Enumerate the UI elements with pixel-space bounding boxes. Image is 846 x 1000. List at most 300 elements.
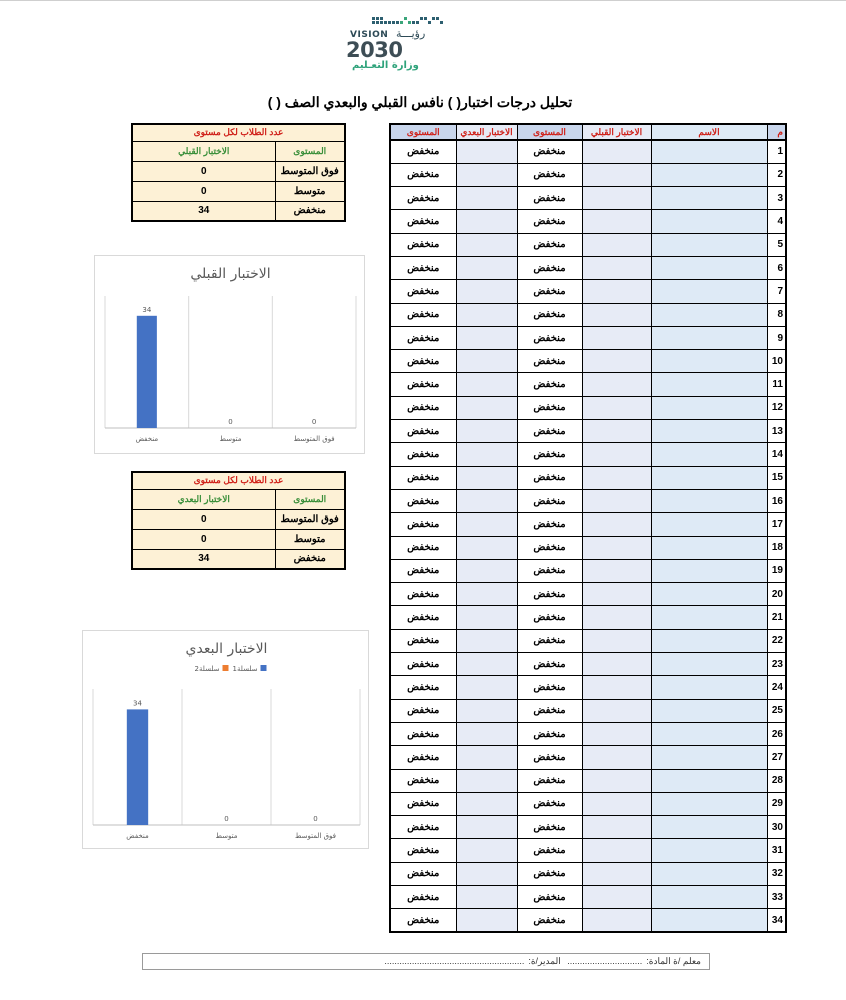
pre-level-cell: منخفض bbox=[517, 746, 582, 769]
category-label: فوق المتوسط bbox=[295, 832, 336, 840]
post-test-score-cell[interactable] bbox=[456, 233, 517, 256]
summary-pre-row bbox=[132, 161, 345, 181]
student-name-cell[interactable] bbox=[651, 443, 767, 466]
table-row bbox=[390, 816, 786, 839]
row-number: 4 bbox=[767, 210, 786, 233]
pre-level-cell: منخفض bbox=[517, 466, 582, 489]
row-number: 7 bbox=[767, 280, 786, 303]
student-name-cell[interactable] bbox=[651, 653, 767, 676]
table-row bbox=[390, 443, 786, 466]
student-name-cell[interactable] bbox=[651, 816, 767, 839]
post-test-score-cell[interactable] bbox=[456, 886, 517, 909]
post-level-cell: منخفض bbox=[390, 350, 456, 373]
post-level-cell: منخفض bbox=[390, 583, 456, 606]
student-name-cell[interactable] bbox=[651, 187, 767, 210]
header-level-post: المستوى bbox=[390, 124, 456, 140]
post-test-score-cell[interactable] bbox=[456, 653, 517, 676]
post-test-score-cell[interactable] bbox=[456, 699, 517, 722]
pre-level-cell: منخفض bbox=[517, 210, 582, 233]
student-name-cell[interactable] bbox=[651, 746, 767, 769]
pre-test-score-cell[interactable] bbox=[582, 373, 651, 396]
signature-footer bbox=[142, 953, 710, 970]
post-level-cell: منخفض bbox=[390, 420, 456, 443]
row-number: 8 bbox=[767, 303, 786, 326]
pre-level-cell: منخفض bbox=[517, 373, 582, 396]
pre-level-cell: منخفض bbox=[517, 816, 582, 839]
post-test-score-cell[interactable] bbox=[456, 583, 517, 606]
row-number: 12 bbox=[767, 396, 786, 419]
table-row bbox=[390, 862, 786, 885]
post-level-cell: منخفض bbox=[390, 792, 456, 815]
principal-signature-line[interactable]: ........................................................ bbox=[384, 956, 525, 966]
student-name-cell[interactable] bbox=[651, 862, 767, 885]
table-row bbox=[390, 792, 786, 815]
post-test-score-cell[interactable] bbox=[456, 489, 517, 512]
pre-test-score-cell[interactable] bbox=[582, 303, 651, 326]
pre-level-cell: منخفض bbox=[517, 559, 582, 582]
post-test-score-cell[interactable] bbox=[456, 769, 517, 792]
legend-entry: سلسلة2 bbox=[194, 665, 220, 673]
pre-test-chart-svg bbox=[95, 256, 366, 455]
student-name-cell[interactable] bbox=[651, 140, 767, 163]
row-number: 18 bbox=[767, 536, 786, 559]
table-row bbox=[390, 210, 786, 233]
student-name-cell[interactable] bbox=[651, 303, 767, 326]
pre-test-score-cell[interactable] bbox=[582, 163, 651, 186]
row-number: 30 bbox=[767, 816, 786, 839]
table-row bbox=[390, 583, 786, 606]
student-name-cell[interactable] bbox=[651, 792, 767, 815]
post-test-score-cell[interactable] bbox=[456, 326, 517, 349]
chart-bar bbox=[127, 709, 148, 825]
student-name-cell[interactable] bbox=[651, 606, 767, 629]
pre-level-cell: منخفض bbox=[517, 303, 582, 326]
table-row bbox=[390, 886, 786, 909]
summary-pre-col-level: المستوى bbox=[275, 141, 345, 161]
student-name-cell[interactable] bbox=[651, 350, 767, 373]
row-number: 26 bbox=[767, 722, 786, 745]
student-name-cell[interactable] bbox=[651, 326, 767, 349]
summary-pre-row bbox=[132, 181, 345, 201]
student-name-cell[interactable] bbox=[651, 629, 767, 652]
row-number: 32 bbox=[767, 862, 786, 885]
table-row bbox=[390, 769, 786, 792]
top-border bbox=[0, 0, 846, 1]
table-row bbox=[390, 163, 786, 186]
row-number: 9 bbox=[767, 326, 786, 349]
summary-post-row bbox=[132, 529, 345, 549]
row-number: 10 bbox=[767, 350, 786, 373]
pre-test-score-cell[interactable] bbox=[582, 606, 651, 629]
row-number: 31 bbox=[767, 839, 786, 862]
summary-pre-count[interactable]: 0 bbox=[132, 181, 275, 201]
row-number: 24 bbox=[767, 676, 786, 699]
pre-level-cell: منخفض bbox=[517, 792, 582, 815]
pre-level-cell: منخفض bbox=[517, 489, 582, 512]
pre-test-score-cell[interactable] bbox=[582, 489, 651, 512]
pre-test-score-cell[interactable] bbox=[582, 350, 651, 373]
table-row bbox=[390, 140, 786, 163]
post-level-cell: منخفض bbox=[390, 443, 456, 466]
pre-test-score-cell[interactable] bbox=[582, 792, 651, 815]
table-row bbox=[390, 280, 786, 303]
post-test-score-cell[interactable] bbox=[456, 722, 517, 745]
student-name-cell[interactable] bbox=[651, 559, 767, 582]
row-number: 13 bbox=[767, 420, 786, 443]
pre-level-cell: منخفض bbox=[517, 163, 582, 186]
post-test-score-cell[interactable] bbox=[456, 303, 517, 326]
post-test-score-cell[interactable] bbox=[456, 466, 517, 489]
pre-level-cell: منخفض bbox=[517, 140, 582, 163]
header-post-test: الاختبار البعدي bbox=[456, 124, 517, 140]
summary-post-count[interactable]: 0 bbox=[132, 509, 275, 529]
row-number: 23 bbox=[767, 653, 786, 676]
pre-test-score-cell[interactable] bbox=[582, 909, 651, 932]
student-name-cell[interactable] bbox=[651, 909, 767, 932]
data-label: 0 bbox=[228, 418, 233, 426]
data-label: 34 bbox=[142, 305, 152, 314]
pre-test-score-cell[interactable] bbox=[582, 256, 651, 279]
post-level-cell: منخفض bbox=[390, 326, 456, 349]
summary-table-pre bbox=[131, 123, 346, 222]
table-header-row bbox=[390, 124, 786, 140]
students-table bbox=[389, 123, 787, 933]
post-level-cell: منخفض bbox=[390, 559, 456, 582]
table-row bbox=[390, 420, 786, 443]
table-row bbox=[390, 909, 786, 932]
row-number: 19 bbox=[767, 559, 786, 582]
post-level-cell: منخفض bbox=[390, 373, 456, 396]
student-name-cell[interactable] bbox=[651, 536, 767, 559]
summary-post-col-level: المستوى bbox=[275, 489, 345, 509]
row-number: 14 bbox=[767, 443, 786, 466]
student-name-cell[interactable] bbox=[651, 396, 767, 419]
pre-level-cell: منخفض bbox=[517, 280, 582, 303]
post-test-score-cell[interactable] bbox=[456, 676, 517, 699]
pre-test-score-cell[interactable] bbox=[582, 326, 651, 349]
summary-post-row bbox=[132, 549, 345, 569]
logo-ministry-text: وزارة التعـليم bbox=[352, 60, 419, 71]
pre-level-cell: منخفض bbox=[517, 909, 582, 932]
pre-level-cell: منخفض bbox=[517, 536, 582, 559]
post-level-cell: منخفض bbox=[390, 466, 456, 489]
post-test-score-cell[interactable] bbox=[456, 536, 517, 559]
post-test-score-cell[interactable] bbox=[456, 559, 517, 582]
row-number: 15 bbox=[767, 466, 786, 489]
post-level-cell: منخفض bbox=[390, 769, 456, 792]
post-test-score-cell[interactable] bbox=[456, 373, 517, 396]
pre-level-cell: منخفض bbox=[517, 629, 582, 652]
chart-bar bbox=[137, 316, 157, 428]
post-level-cell: منخفض bbox=[390, 210, 456, 233]
table-row bbox=[390, 629, 786, 652]
student-name-cell[interactable] bbox=[651, 489, 767, 512]
pre-test-score-cell[interactable] bbox=[582, 839, 651, 862]
post-test-score-cell[interactable] bbox=[456, 629, 517, 652]
summary-post-level: منخفض bbox=[275, 549, 345, 569]
post-level-cell: منخفض bbox=[390, 513, 456, 536]
table-row bbox=[390, 513, 786, 536]
table-row bbox=[390, 187, 786, 210]
summary-pre-level: منخفض bbox=[275, 201, 345, 221]
table-row bbox=[390, 676, 786, 699]
post-level-cell: منخفض bbox=[390, 839, 456, 862]
pre-level-cell: منخفض bbox=[517, 862, 582, 885]
row-number: 2 bbox=[767, 163, 786, 186]
header-pre-test: الاختبار القبلي bbox=[582, 124, 651, 140]
pre-level-cell: منخفض bbox=[517, 653, 582, 676]
pre-test-score-cell[interactable] bbox=[582, 443, 651, 466]
post-level-cell: منخفض bbox=[390, 489, 456, 512]
post-level-cell: منخفض bbox=[390, 699, 456, 722]
row-number: 1 bbox=[767, 140, 786, 163]
post-level-cell: منخفض bbox=[390, 303, 456, 326]
row-number: 21 bbox=[767, 606, 786, 629]
summary-post-count[interactable]: 34 bbox=[132, 549, 275, 569]
post-test-score-cell[interactable] bbox=[456, 443, 517, 466]
summary-pre-row bbox=[132, 201, 345, 221]
pre-test-score-cell[interactable] bbox=[582, 746, 651, 769]
chart-title: الاختبار القبلي bbox=[190, 266, 271, 282]
post-level-cell: منخفض bbox=[390, 886, 456, 909]
logo-year-text: 2030 bbox=[346, 38, 403, 62]
pre-level-cell: منخفض bbox=[517, 722, 582, 745]
row-number: 6 bbox=[767, 256, 786, 279]
pre-level-cell: منخفض bbox=[517, 396, 582, 419]
row-number: 11 bbox=[767, 373, 786, 396]
header-num: م bbox=[767, 124, 786, 140]
summary-pre-count[interactable]: 34 bbox=[132, 201, 275, 221]
teacher-signature-line[interactable]: .............................. bbox=[567, 956, 643, 966]
chart-title: الاختبار البعدي bbox=[185, 641, 268, 657]
row-number: 29 bbox=[767, 792, 786, 815]
post-test-score-cell[interactable] bbox=[456, 909, 517, 932]
post-level-cell: منخفض bbox=[390, 396, 456, 419]
pre-test-score-cell[interactable] bbox=[582, 629, 651, 652]
student-name-cell[interactable] bbox=[651, 420, 767, 443]
post-test-score-cell[interactable] bbox=[456, 187, 517, 210]
pre-level-cell: منخفض bbox=[517, 606, 582, 629]
post-level-cell: منخفض bbox=[390, 280, 456, 303]
pre-test-score-cell[interactable] bbox=[582, 676, 651, 699]
summary-pre-col-test: الاختبار القبلي bbox=[132, 141, 275, 161]
student-name-cell[interactable] bbox=[651, 163, 767, 186]
post-level-cell: منخفض bbox=[390, 256, 456, 279]
student-name-cell[interactable] bbox=[651, 280, 767, 303]
table-row bbox=[390, 746, 786, 769]
vision-2030-logo bbox=[338, 16, 462, 72]
row-number: 28 bbox=[767, 769, 786, 792]
summary-table-post bbox=[131, 471, 346, 570]
table-row bbox=[390, 233, 786, 256]
table-row bbox=[390, 722, 786, 745]
data-label: 0 bbox=[313, 815, 318, 823]
post-test-score-cell[interactable] bbox=[456, 816, 517, 839]
summary-post-level: فوق المتوسط bbox=[275, 509, 345, 529]
pre-level-cell: منخفض bbox=[517, 187, 582, 210]
data-label: 0 bbox=[311, 418, 317, 426]
post-test-score-cell[interactable] bbox=[456, 210, 517, 233]
student-name-cell[interactable] bbox=[651, 676, 767, 699]
pre-test-score-cell[interactable] bbox=[582, 233, 651, 256]
post-test-score-cell[interactable] bbox=[456, 606, 517, 629]
table-row bbox=[390, 839, 786, 862]
summary-post-level: متوسط bbox=[275, 529, 345, 549]
pre-test-score-cell[interactable] bbox=[582, 536, 651, 559]
post-test-score-cell[interactable] bbox=[456, 350, 517, 373]
pre-level-cell: منخفض bbox=[517, 233, 582, 256]
post-level-cell: منخفض bbox=[390, 629, 456, 652]
summary-post-col-test: الاختبار البعدي bbox=[132, 489, 275, 509]
summary-pre-level: فوق المتوسط bbox=[275, 161, 345, 181]
table-row bbox=[390, 606, 786, 629]
student-name-cell[interactable] bbox=[651, 722, 767, 745]
logo-ruya-text: رؤيـــة bbox=[396, 27, 426, 40]
pre-test-score-cell[interactable] bbox=[582, 420, 651, 443]
pre-test-score-cell[interactable] bbox=[582, 862, 651, 885]
post-level-cell: منخفض bbox=[390, 606, 456, 629]
student-name-cell[interactable] bbox=[651, 769, 767, 792]
logo-vision-text: VISION bbox=[350, 30, 389, 40]
pre-level-cell: منخفض bbox=[517, 443, 582, 466]
table-row bbox=[390, 536, 786, 559]
row-number: 25 bbox=[767, 699, 786, 722]
legend-swatch bbox=[261, 665, 267, 671]
row-number: 3 bbox=[767, 187, 786, 210]
table-row bbox=[390, 653, 786, 676]
pre-test-score-cell[interactable] bbox=[582, 886, 651, 909]
student-name-cell[interactable] bbox=[651, 210, 767, 233]
row-number: 17 bbox=[767, 513, 786, 536]
students-table-body bbox=[390, 140, 786, 932]
pre-level-cell: منخفض bbox=[517, 839, 582, 862]
row-number: 5 bbox=[767, 233, 786, 256]
row-number: 20 bbox=[767, 583, 786, 606]
row-number: 22 bbox=[767, 629, 786, 652]
category-label: متوسط bbox=[215, 832, 238, 840]
pre-test-score-cell[interactable] bbox=[582, 396, 651, 419]
pre-level-cell: منخفض bbox=[517, 886, 582, 909]
post-level-cell: منخفض bbox=[390, 722, 456, 745]
post-level-cell: منخفض bbox=[390, 187, 456, 210]
pre-test-score-cell[interactable] bbox=[582, 583, 651, 606]
student-name-cell[interactable] bbox=[651, 513, 767, 536]
pre-level-cell: منخفض bbox=[517, 769, 582, 792]
student-name-cell[interactable] bbox=[651, 233, 767, 256]
pre-level-cell: منخفض bbox=[517, 699, 582, 722]
category-label: منخفض bbox=[135, 435, 159, 443]
category-label: فوق المتوسط bbox=[293, 435, 335, 443]
category-label: متوسط bbox=[219, 435, 242, 443]
pre-test-score-cell[interactable] bbox=[582, 187, 651, 210]
post-level-cell: منخفض bbox=[390, 862, 456, 885]
student-name-cell[interactable] bbox=[651, 839, 767, 862]
student-name-cell[interactable] bbox=[651, 886, 767, 909]
summary-pre-heading: عدد الطلاب لكل مستوى bbox=[132, 124, 345, 141]
pre-test-score-cell[interactable] bbox=[582, 466, 651, 489]
pre-level-cell: منخفض bbox=[517, 676, 582, 699]
table-row bbox=[390, 396, 786, 419]
post-level-cell: منخفض bbox=[390, 163, 456, 186]
post-test-score-cell[interactable] bbox=[456, 396, 517, 419]
pre-test-score-cell[interactable] bbox=[582, 816, 651, 839]
post-test-score-cell[interactable] bbox=[456, 163, 517, 186]
pre-test-score-cell[interactable] bbox=[582, 769, 651, 792]
pre-test-score-cell[interactable] bbox=[582, 210, 651, 233]
post-level-cell: منخفض bbox=[390, 676, 456, 699]
pre-level-cell: منخفض bbox=[517, 350, 582, 373]
table-row bbox=[390, 489, 786, 512]
pre-level-cell: منخفض bbox=[517, 326, 582, 349]
post-test-score-cell[interactable] bbox=[456, 792, 517, 815]
pre-test-score-cell[interactable] bbox=[582, 653, 651, 676]
post-level-cell: منخفض bbox=[390, 746, 456, 769]
post-level-cell: منخفض bbox=[390, 653, 456, 676]
pre-test-score-cell[interactable] bbox=[582, 280, 651, 303]
summary-post-heading: عدد الطلاب لكل مستوى bbox=[132, 472, 345, 489]
post-test-score-cell[interactable] bbox=[456, 420, 517, 443]
post-test-score-cell[interactable] bbox=[456, 280, 517, 303]
pre-test-score-cell[interactable] bbox=[582, 140, 651, 163]
post-test-score-cell[interactable] bbox=[456, 140, 517, 163]
summary-post-count[interactable]: 0 bbox=[132, 529, 275, 549]
row-number: 34 bbox=[767, 909, 786, 932]
pre-level-cell: منخفض bbox=[517, 583, 582, 606]
data-label: 0 bbox=[224, 815, 229, 823]
header-level-pre: المستوى bbox=[517, 124, 582, 140]
post-test-score-cell[interactable] bbox=[456, 256, 517, 279]
post-test-score-cell[interactable] bbox=[456, 862, 517, 885]
post-test-score-cell[interactable] bbox=[456, 839, 517, 862]
post-level-cell: منخفض bbox=[390, 140, 456, 163]
student-name-cell[interactable] bbox=[651, 583, 767, 606]
post-test-score-cell[interactable] bbox=[456, 513, 517, 536]
summary-pre-count[interactable]: 0 bbox=[132, 161, 275, 181]
row-number: 27 bbox=[767, 746, 786, 769]
pre-test-score-cell[interactable] bbox=[582, 722, 651, 745]
post-test-chart[interactable] bbox=[82, 630, 369, 849]
post-test-score-cell[interactable] bbox=[456, 746, 517, 769]
pre-test-chart[interactable] bbox=[94, 255, 365, 454]
post-test-chart-svg bbox=[83, 631, 370, 850]
pre-test-score-cell[interactable] bbox=[582, 699, 651, 722]
table-row bbox=[390, 699, 786, 722]
header-name: الاسم bbox=[651, 124, 767, 140]
pre-level-cell: منخفض bbox=[517, 256, 582, 279]
legend-entry: سلسلة1 bbox=[232, 665, 258, 673]
table-row bbox=[390, 559, 786, 582]
row-number: 16 bbox=[767, 489, 786, 512]
student-name-cell[interactable] bbox=[651, 466, 767, 489]
row-number: 33 bbox=[767, 886, 786, 909]
table-row bbox=[390, 373, 786, 396]
pre-test-score-cell[interactable] bbox=[582, 513, 651, 536]
pre-level-cell: منخفض bbox=[517, 513, 582, 536]
page-title: تحليل درجات اختبار( ) نافس القبلي والبعدي الصف ( ) bbox=[267, 94, 573, 110]
post-level-cell: منخفض bbox=[390, 816, 456, 839]
legend-swatch bbox=[223, 665, 229, 671]
pre-test-score-cell[interactable] bbox=[582, 559, 651, 582]
table-row bbox=[390, 303, 786, 326]
post-level-cell: منخفض bbox=[390, 536, 456, 559]
summary-pre-level: متوسط bbox=[275, 181, 345, 201]
table-row bbox=[390, 326, 786, 349]
student-name-cell[interactable] bbox=[651, 373, 767, 396]
student-name-cell[interactable] bbox=[651, 699, 767, 722]
post-level-cell: منخفض bbox=[390, 909, 456, 932]
pre-level-cell: منخفض bbox=[517, 420, 582, 443]
student-name-cell[interactable] bbox=[651, 256, 767, 279]
